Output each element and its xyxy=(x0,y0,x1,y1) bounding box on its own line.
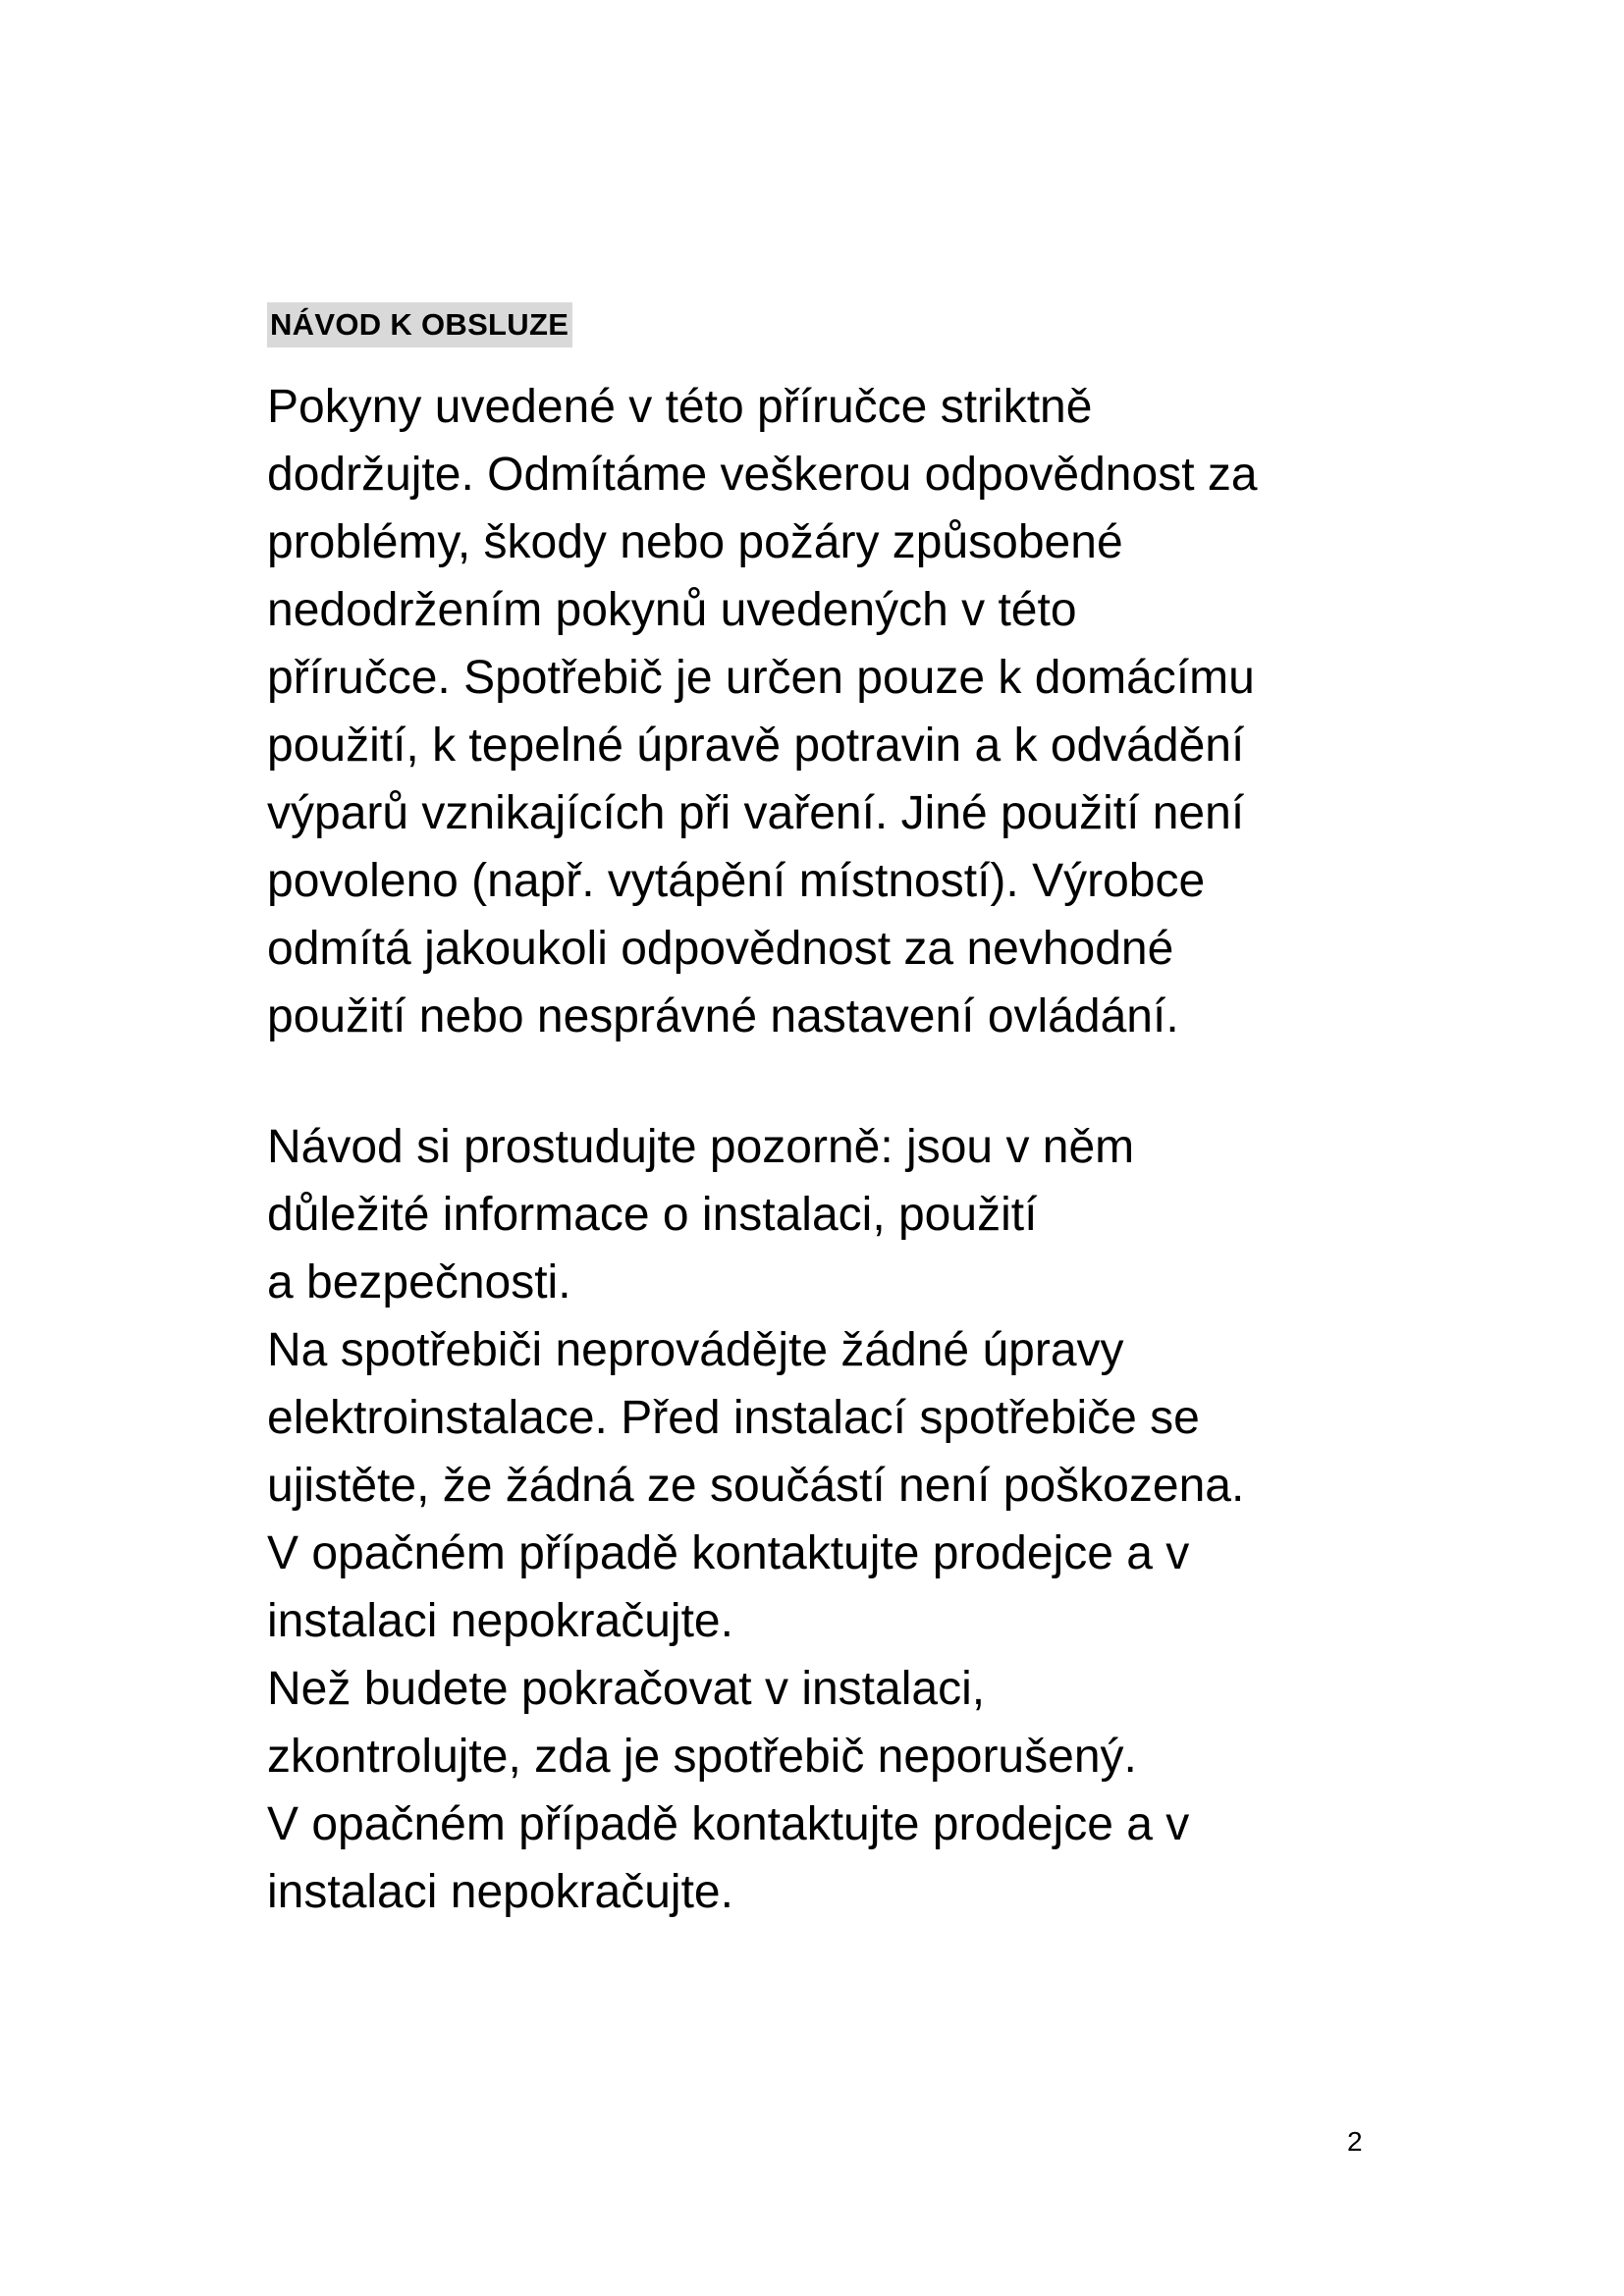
text-line: použití, k tepelné úpravě potravin a k odvádění xyxy=(267,720,1245,772)
text-line: ujistěte, že žádná ze součástí není poškozena. xyxy=(267,1460,1245,1512)
text-line: příručce. Spotřebič je určen pouze k domácímu xyxy=(267,652,1255,704)
text-line: odmítá jakoukoli odpovědnost za nevhodné xyxy=(267,923,1174,975)
text-line: instalaci nepokračujte. xyxy=(267,1866,733,1918)
intro-paragraph xyxy=(267,373,1377,1050)
text-line: výparů vznikajících při vaření. Jiné použití není xyxy=(267,787,1245,839)
text-line: zkontrolujte, zda je spotřebič neporušený. xyxy=(267,1731,1137,1783)
text-line: V opačném případě kontaktujte prodejce a v xyxy=(267,1798,1190,1850)
section-heading: NÁVOD K OBSLUZE xyxy=(267,302,572,347)
text-line: důležité informace o instalaci, použití xyxy=(267,1189,1038,1241)
text-line: nedodržením pokynů uvedených v této xyxy=(267,584,1077,636)
text-line: Na spotřebiči neprovádějte žádné úpravy xyxy=(267,1324,1124,1376)
text-line: Návod si prostudujte pozorně: jsou v něm xyxy=(267,1121,1135,1173)
text-line: V opačném případě kontaktujte prodejce a v xyxy=(267,1527,1190,1579)
text-line: povoleno (např. vytápění místností). Výrobce xyxy=(267,855,1206,907)
text-line: Pokyny uvedené v této příručce striktně xyxy=(267,381,1093,433)
text-line: elektroinstalace. Před instalací spotřebiče se xyxy=(267,1392,1200,1444)
page-number: 2 xyxy=(1347,2126,1363,2157)
instructions-paragraph xyxy=(267,1113,1377,1926)
text-line: instalaci nepokračujte. xyxy=(267,1595,733,1647)
text-line: dodržujte. Odmítáme veškerou odpovědnost za xyxy=(267,449,1258,501)
text-line: a bezpečnosti. xyxy=(267,1256,571,1308)
text-line: problémy, škody nebo požáry způsobené xyxy=(267,516,1123,568)
text-line: Než budete pokračovat v instalaci, xyxy=(267,1663,986,1715)
text-line: použití nebo nesprávné nastavení ovládání. xyxy=(267,990,1179,1042)
